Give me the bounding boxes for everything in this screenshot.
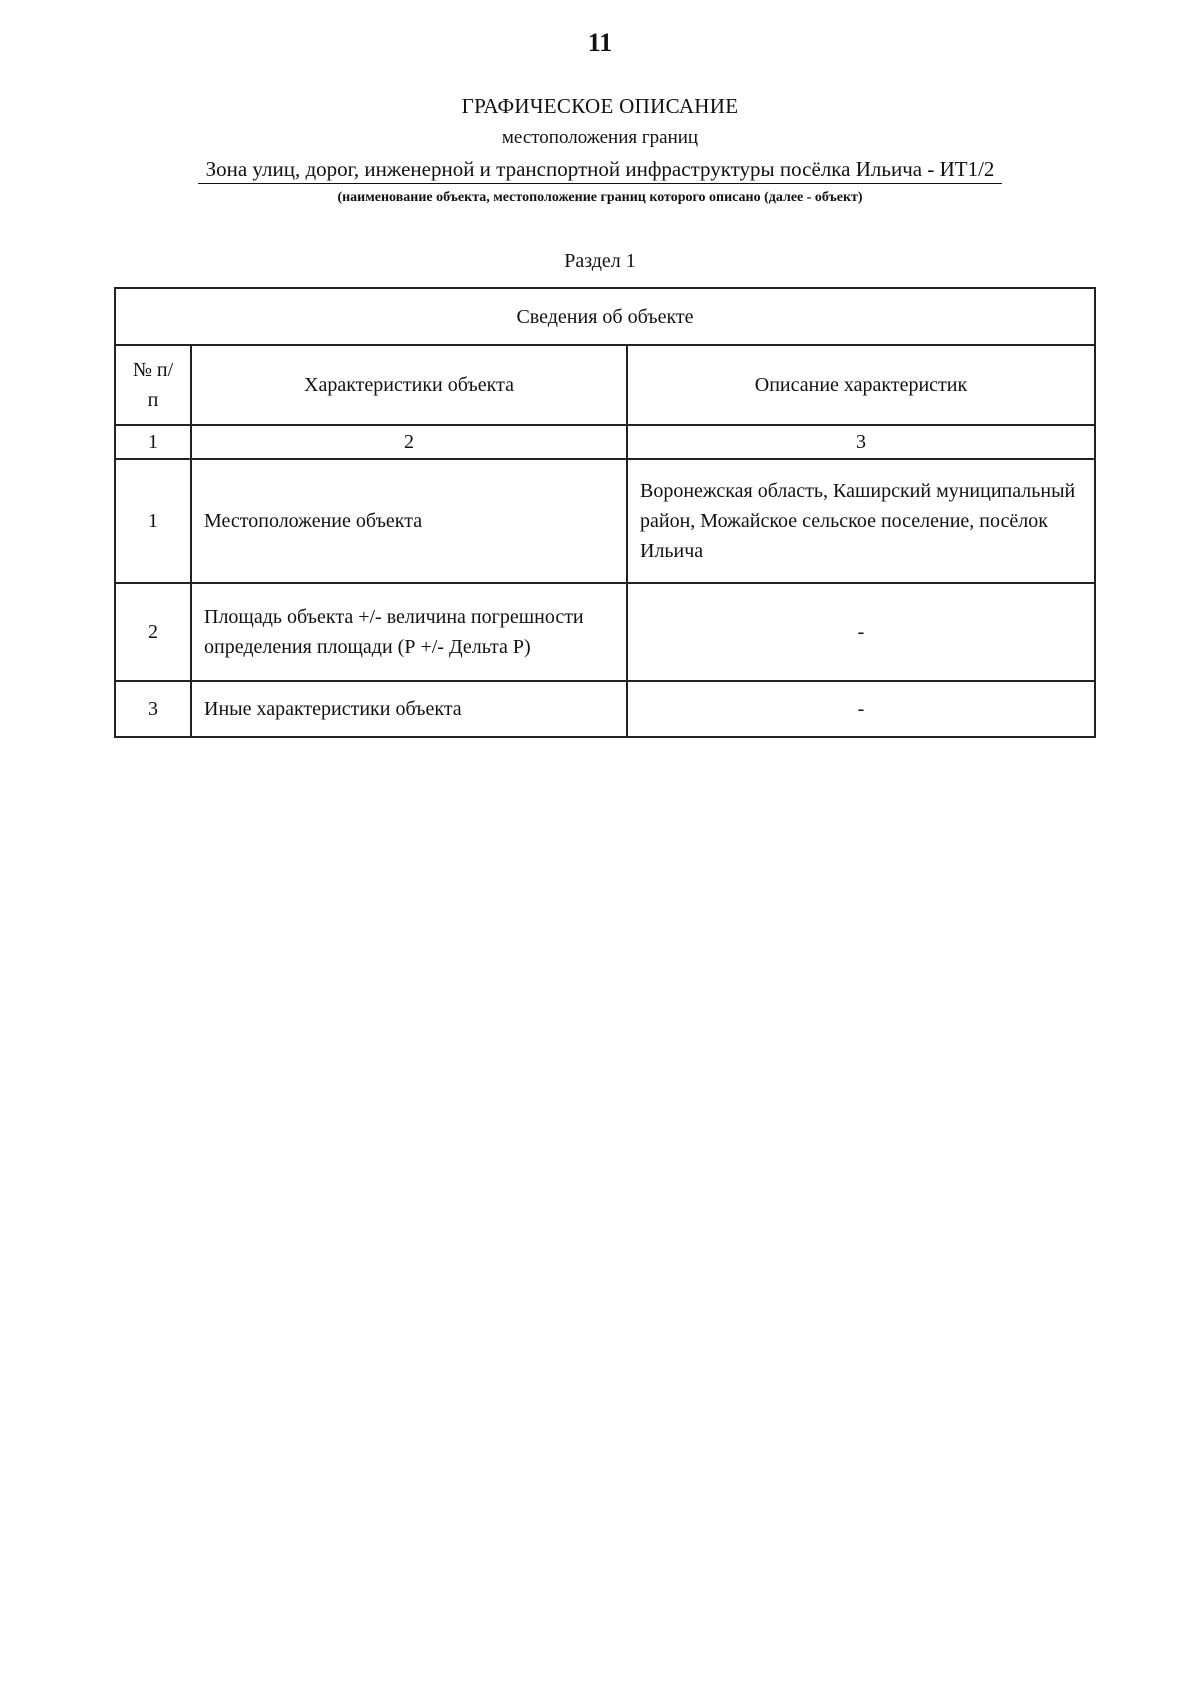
- section-title: Раздел 1: [564, 250, 636, 272]
- object-name-note: (наименование объекта, местоположение границ которого описано (далее - объект): [337, 190, 863, 205]
- document-title: ГРАФИЧЕСКОЕ ОПИСАНИЕ: [461, 94, 739, 118]
- header-description: Описание характеристик: [627, 345, 1095, 425]
- row-description: Воронежская область, Каширский муниципальный район, Можайское сельское поселение, посёлок Ильича: [627, 459, 1095, 583]
- table-row: [115, 681, 1095, 737]
- column-index: 3: [627, 425, 1095, 459]
- row-characteristic: Площадь объекта +/- величина погрешности определения площади (Р +/- Дельта Р): [191, 583, 627, 681]
- header-characteristic: Характеристики объекта: [191, 345, 627, 425]
- header-num: № п/п: [115, 345, 191, 425]
- column-index: 1: [115, 425, 191, 459]
- table-row: [115, 583, 1095, 681]
- row-description: -: [627, 681, 1095, 737]
- row-number: 3: [115, 681, 191, 737]
- column-index: 2: [191, 425, 627, 459]
- page-number: 11: [587, 28, 613, 57]
- row-number: 1: [115, 459, 191, 583]
- row-description: -: [627, 583, 1095, 681]
- row-characteristic: Местоположение объекта: [191, 459, 627, 583]
- table-row: [115, 459, 1095, 583]
- row-number: 2: [115, 583, 191, 681]
- table-caption: Сведения об объекте: [115, 288, 1095, 345]
- document-subtitle: местоположения границ: [501, 127, 699, 148]
- object-name-line: [0, 157, 1200, 184]
- object-info-table: [114, 287, 1096, 738]
- row-characteristic: Иные характеристики объекта: [191, 681, 627, 737]
- object-name: Зона улиц, дорог, инженерной и транспортной инфраструктуры посёлка Ильича - ИТ1/2: [198, 157, 1003, 184]
